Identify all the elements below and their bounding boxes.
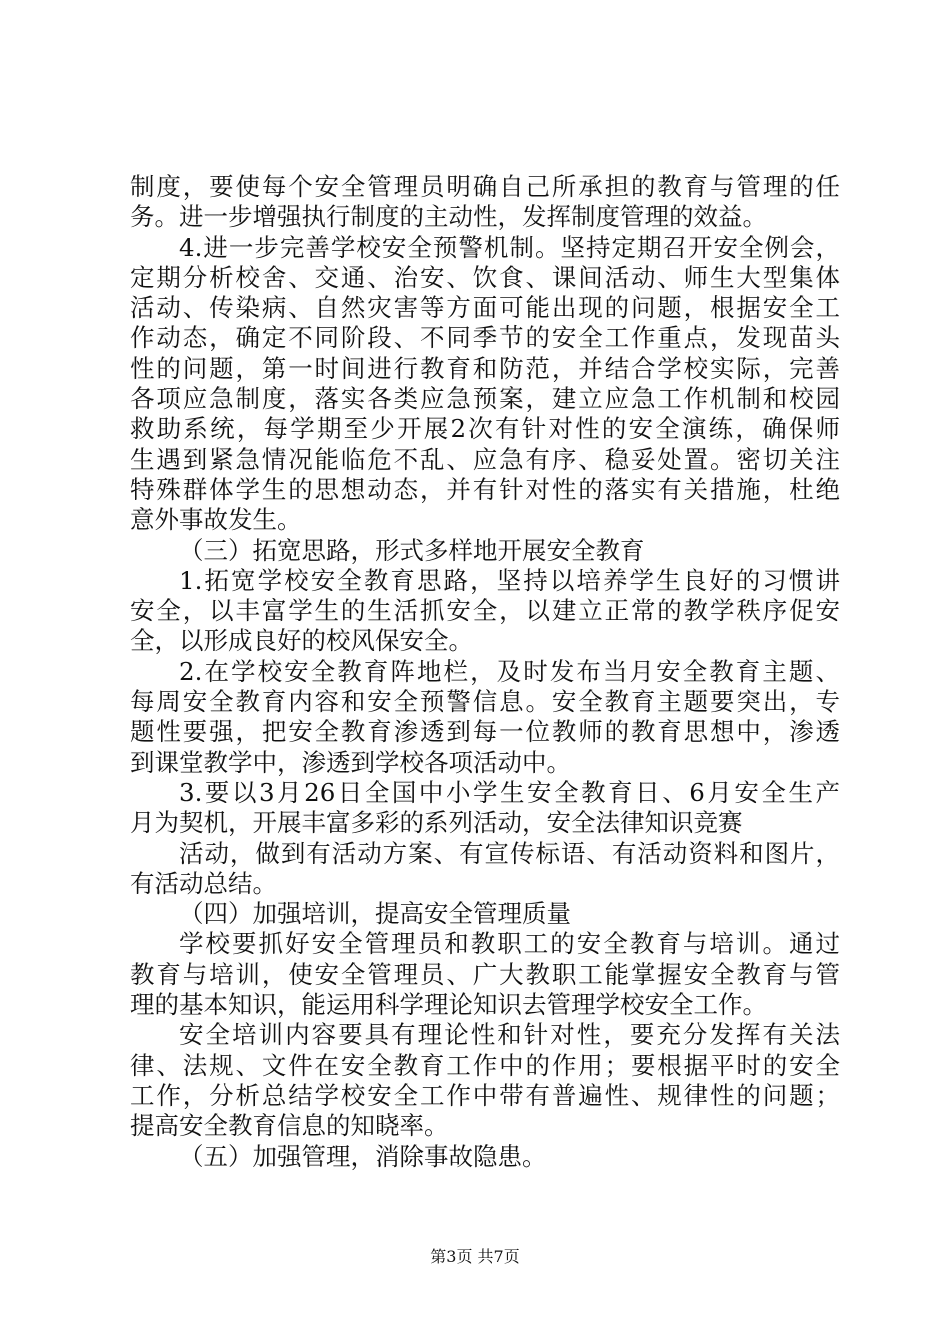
text-line: 救助系统，每学期至少开展2次有针对性的安全演练，确保师 — [130, 414, 840, 444]
text-line: 提高安全教育信息的知晓率。 — [130, 1111, 449, 1141]
text-line: 定期分析校舍、交通、治安、饮食、课间活动、师生大型集体 — [130, 262, 840, 292]
page-number: 第3页 共7页 — [430, 1247, 520, 1266]
text-line: 有活动总结。 — [130, 868, 277, 898]
text-line: 3.要以3月26日全国中小学生安全教育日、6月安全生产 — [179, 777, 840, 807]
text-line: 全，以形成良好的校风保安全。 — [130, 626, 473, 656]
text-line: 活动，做到有活动方案、有宣传标语、有活动资料和图片， — [179, 838, 840, 868]
text-line: 安全，以丰富学生的生活抓安全，以建立正常的教学秩序促安 — [130, 596, 840, 626]
text-line: 作动态，确定不同阶段、不同季节的安全工作重点，发现苗头 — [130, 323, 840, 353]
text-line: 每周安全教育内容和安全预警信息。安全教育主题要突出，专 — [130, 687, 840, 717]
text-line: 1.拓宽学校安全教育思路，坚持以培养学生良好的习惯讲 — [179, 565, 840, 595]
text-line: 性的问题，第一时间进行教育和防范，并结合学校实际，完善 — [130, 353, 840, 383]
section-heading: （四）加强培训，提高安全管理质量 — [179, 899, 571, 929]
text-line: 律、法规、文件在安全教育工作中的作用；要根据平时的安全 — [130, 1050, 840, 1080]
text-line: 理的基本知识，能运用科学理论知识去管理学校安全工作。 — [130, 990, 767, 1020]
document-body — [130, 172, 840, 1172]
text-line: 工作，分析总结学校安全工作中带有普遍性、规律性的问题； — [130, 1080, 840, 1110]
section-heading: （三）拓宽思路，形式多样地开展安全教育 — [179, 535, 645, 565]
text-line: 活动、传染病、自然灾害等方面可能出现的问题，根据安全工 — [130, 293, 840, 323]
section-heading: （五）加强管理，消除事故隐患。 — [179, 1141, 547, 1171]
text-line: 制度，要使每个安全管理员明确自己所承担的教育与管理的任 — [130, 172, 840, 201]
text-line: 学校要抓好安全管理员和教职工的安全教育与培训。通过 — [179, 929, 840, 959]
text-line: 务。进一步增强执行制度的主动性，发挥制度管理的效益。 — [130, 202, 767, 232]
text-line: 题性要强，把安全教育渗透到每一位教师的教育思想中，渗透 — [130, 717, 840, 747]
text-line: 各项应急制度，落实各类应急预案，建立应急工作机制和校园 — [130, 384, 840, 414]
text-line: 4.进一步完善学校安全预警机制。坚持定期召开安全例会， — [179, 232, 840, 262]
text-line: 到课堂教学中，渗透到学校各项活动中。 — [130, 747, 571, 777]
text-line: 特殊群体学生的思想动态，并有针对性的落实有关措施，杜绝 — [130, 474, 840, 504]
text-line: 安全培训内容要具有理论性和针对性，要充分发挥有关法 — [179, 1020, 840, 1050]
text-line: 2.在学校安全教育阵地栏，及时发布当月安全教育主题、 — [179, 656, 840, 686]
text-line: 月为契机，开展丰富多彩的系列活动，安全法律知识竞赛 — [130, 808, 743, 838]
text-line: 意外事故发生。 — [130, 505, 302, 535]
text-line: 生遇到紧急情况能临危不乱、应急有序、稳妥处置。密切关注 — [130, 444, 840, 474]
text-line: 教育与培训，使安全管理员、广大教职工能掌握安全教育与管 — [130, 959, 840, 989]
